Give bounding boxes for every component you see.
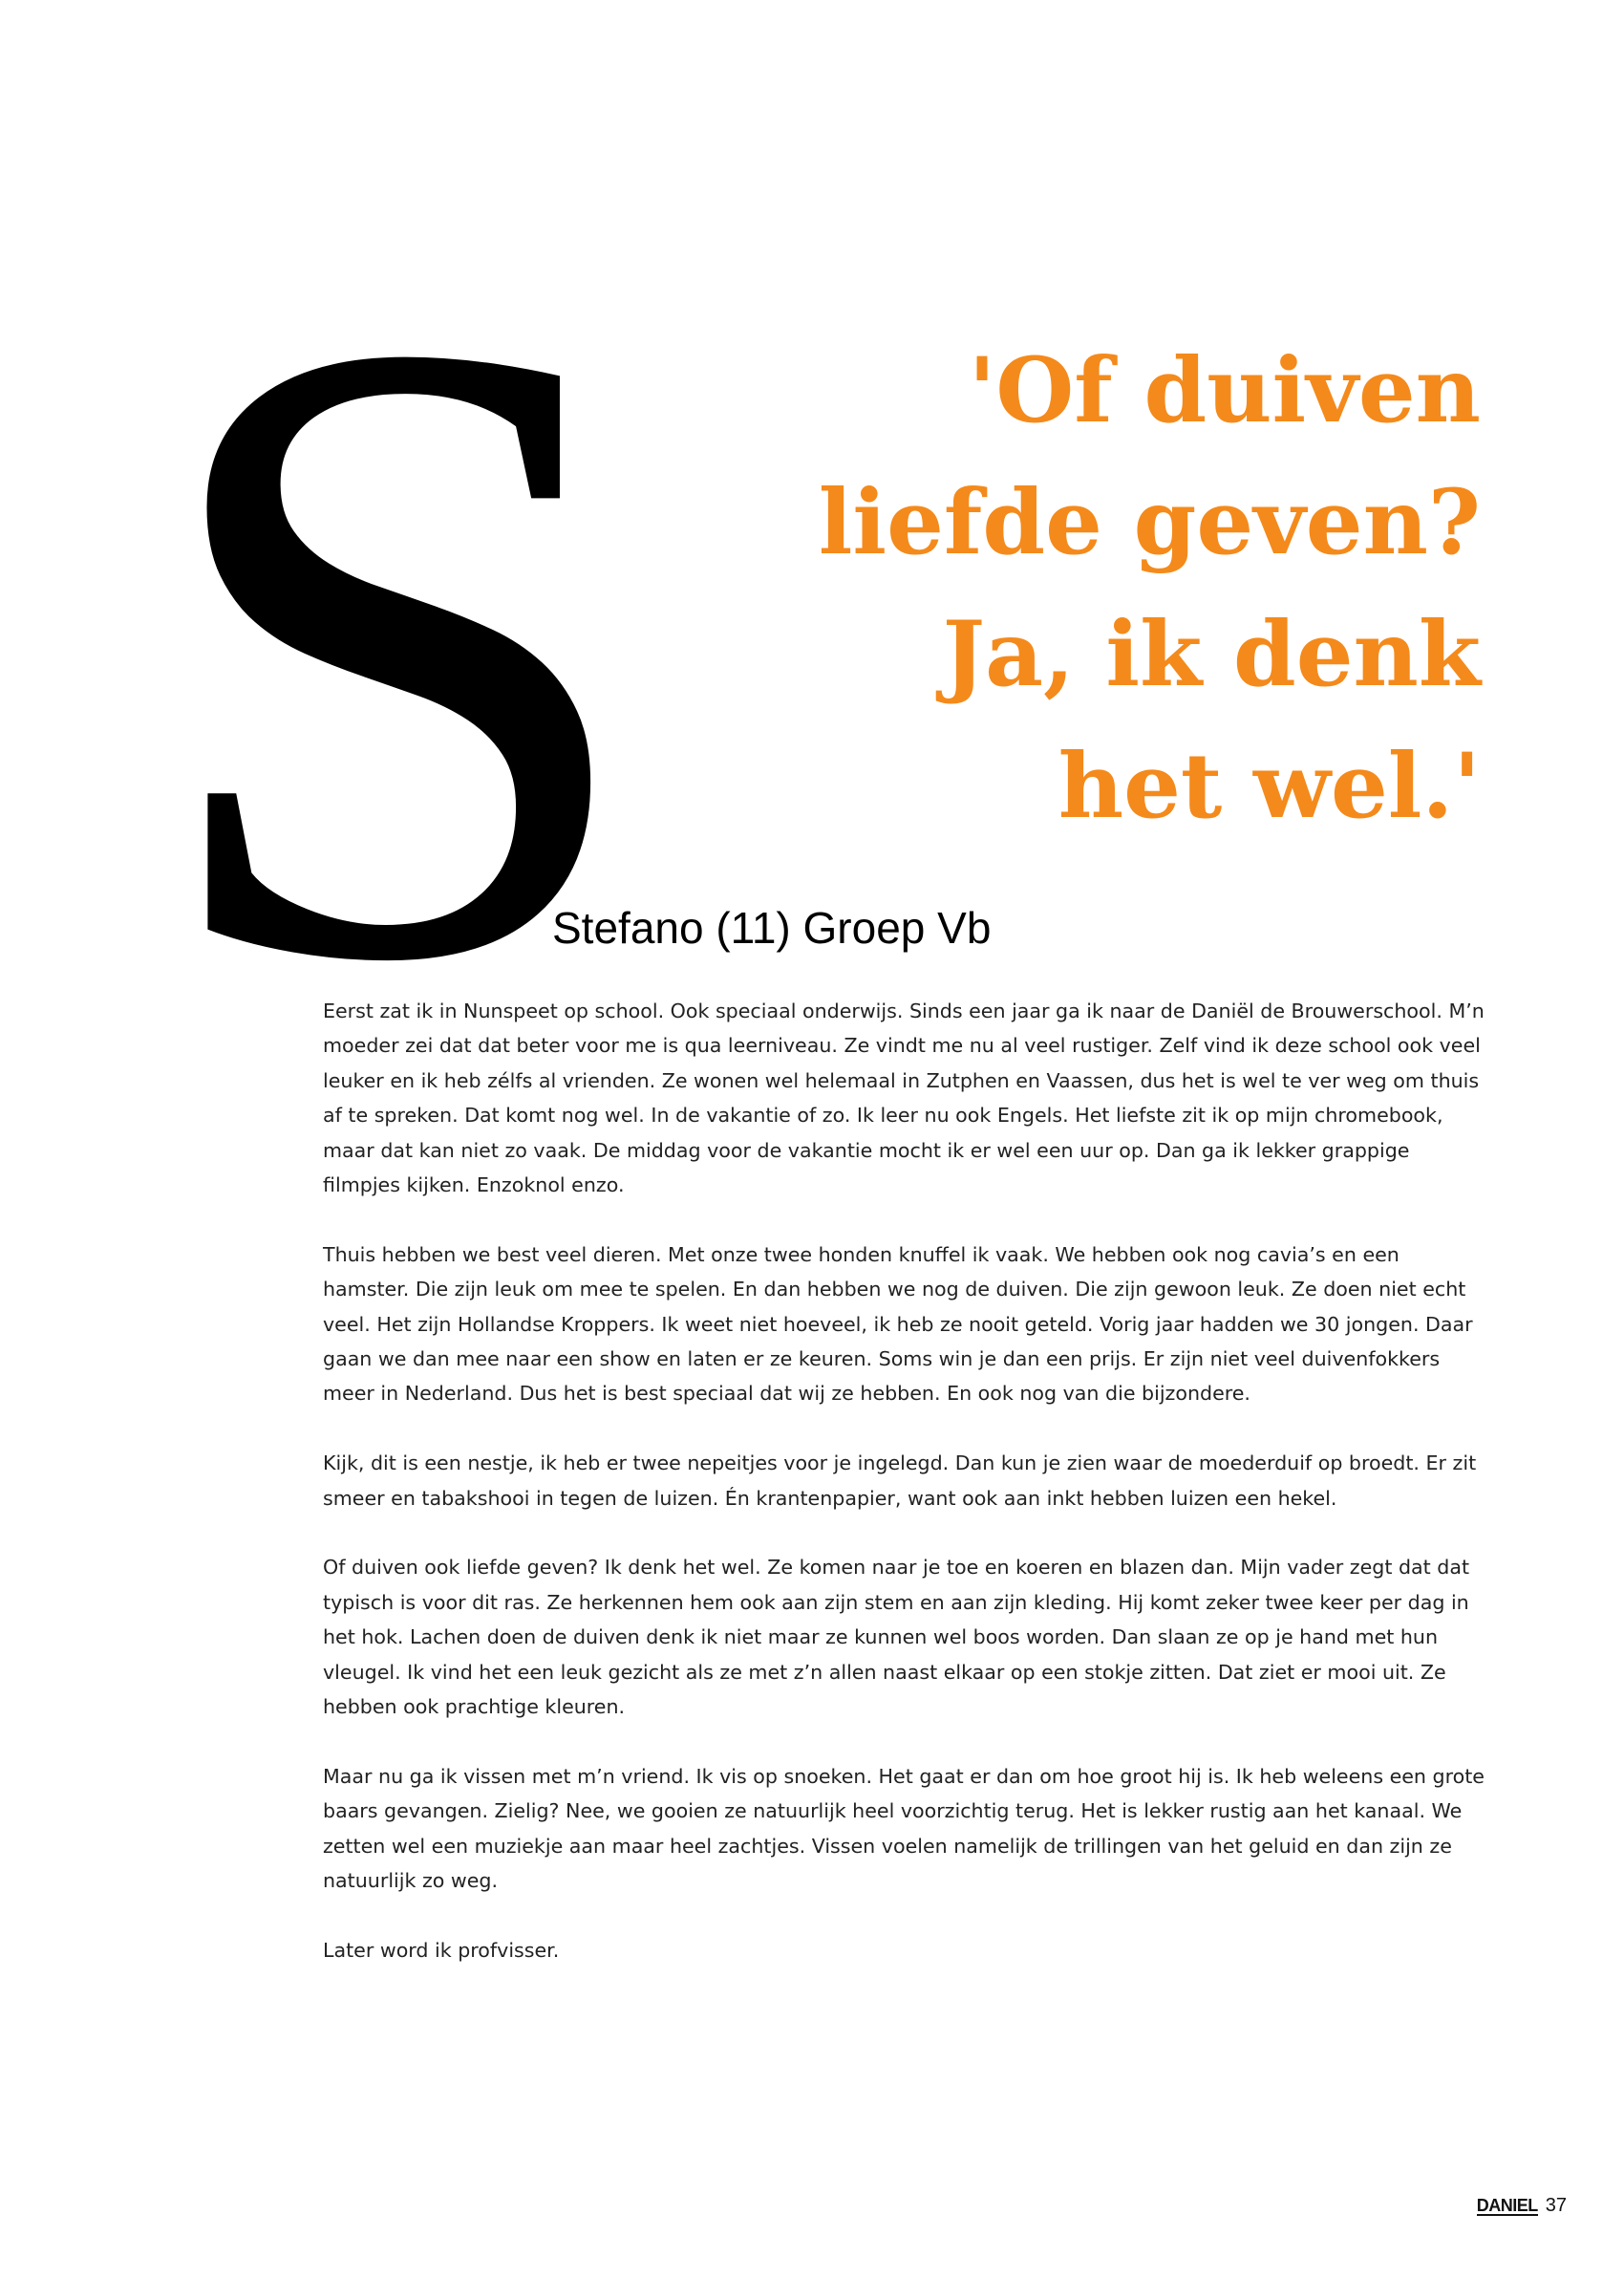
paragraph: Thuis hebben we best veel dieren. Met onze twee honden knuffel ik vaak. We hebben ook nog cavia’s en een hamster. Die zijn leuk om mee te spelen. En dan hebben we nog de duiven. Die zijn gewoon leuk. Ze doen niet echt veel. Het zijn Hollandse Kroppers. Ik weet niet hoeveel, ik heb ze nooit geteld. Vorig jaar hadden we 30 jongen. Daar gaan we dan mee naar een show en laten er ze keuren. Soms win je dan een prijs. Er zijn niet veel duivenfokkers meer in Nederland. Dus het is best speciaal dat wij ze hebben. En ook nog van die bijzondere. [323,1242,1473,1406]
pull-quote-headline [755,325,1481,852]
paragraph: Of duiven ook liefde geven? Ik denk het wel. Ze komen naar je toe en koeren en blazen dan. Mijn vader zegt dat dat typisch is voor dit ras. Ze herkennen hem ook aan zijn stem en aan zijn kleding. Hij komt zeker twee keer per dag in het hok. Lachen doen de duiven denk ik niet maar ze kunnen wel boos worden. Dan slaan ze op je hand met hun vleugel. Ik vind het een leuk gezicht als ze met z’n allen naast elkaar op een stokje zitten. Dat ziet er mooi uit. Ze hebben ook prachtige kleuren. [323,1556,1470,1719]
drop-cap: S [146,152,647,1147]
paragraph: Eerst zat ik in Nunspeet op school. Ook speciaal onderwijs. Sinds een jaar ga ik naar de Daniël de Brouwerschool. M’n moeder zei dat dat beter voor me is qua leerniveau. Ze vindt me nu al veel rustiger. Zelf vind ik deze school ook veel leuker en ik heb zélfs al vrienden. Ze wonen wel helemaal in Zutphen en Vaassen, dus het is wel te ver weg om thuis af te spreken. Dat komt nog wel. In de vakantie of zo. Ik leer nu ook Engels. Het liefste zit ik op mijn chromebook, maar dat kan niet zo vaak. De middag voor de vakantie mocht ik er wel een uur op. Dan ga ik lekker grappige filmpjes kijken. Enzoknol enzo. [323,1000,1485,1197]
magazine-logo: DANIEL [1476,2196,1538,2215]
article-body [323,994,1488,2003]
headline-line: het wel.' [1058,734,1481,839]
page-footer [1477,2195,1567,2217]
headline-line: 'Of duiven [968,338,1481,443]
headline-line: liefde geven? [818,470,1481,575]
paragraph: Later word ik profvisser. [323,1938,560,1962]
paragraph: Kijk, dit is een nestje, ik heb er twee nepeitjes voor je ingelegd. Dan kun je zien waar de moederduif op broedt. Er zit smeer en tabakshooi in tegen de luizen. Én krantenpapier, want ook aan inkt hebben luizen een hekel. [323,1451,1477,1510]
headline-line: Ja, ik denk [942,602,1481,707]
byline: Stefano (11) Groep Vb [552,903,992,953]
page-number: 37 [1545,2195,1567,2216]
paragraph: Maar nu ga ik vissen met m’n vriend. Ik vis op snoeken. Het gaat er dan om hoe groot hij is. Ik heb weleens een grote baars gevangen. Zielig? Nee, we gooien ze natuurlijk heel voorzichtig terug. Het is lekker rustig aan het kanaal. We zetten wel een muziekje aan maar heel zachtjes. Vissen voelen namelijk de trillingen van het geluid en dan zijn ze natuurlijk zo weg. [323,1764,1485,1893]
